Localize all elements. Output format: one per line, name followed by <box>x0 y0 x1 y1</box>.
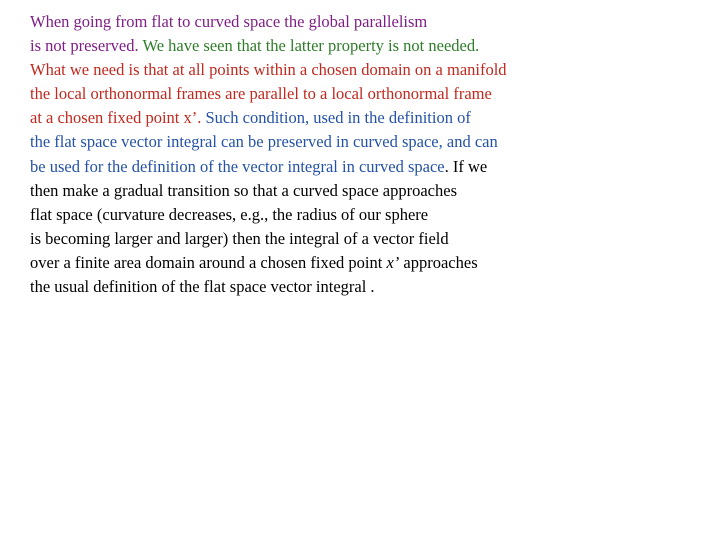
text-line <box>30 179 710 203</box>
text-line <box>30 275 710 299</box>
text-span: is not preserved. <box>30 36 143 56</box>
text-span: approaches <box>399 252 478 272</box>
text-span: Such condition, used in the definition of <box>205 108 471 128</box>
text-line <box>30 251 710 275</box>
text-span: flat space (curvature decreases, e.g., the radius of our sphere <box>30 204 429 224</box>
text-span: then make a gradual transition so that a curved space approaches <box>30 180 457 200</box>
text-line <box>30 82 710 106</box>
text-span: We have seen that the latter property is not needed. <box>142 36 480 56</box>
text-span: be used for the definition of the vector integral in curved space <box>30 156 445 176</box>
text-line <box>30 58 710 82</box>
text-line <box>30 34 710 58</box>
text-line <box>30 106 710 130</box>
text-span: When going from flat to curved space the global parallelism <box>30 12 428 31</box>
text-span: the flat space vector integral can be preserved in curved space, and can <box>30 132 498 152</box>
text-line <box>30 10 710 34</box>
text-span: . If we <box>444 156 488 176</box>
text-span: What we need is that at all points within a chosen domain on a manifold <box>30 60 507 80</box>
text-line <box>30 203 710 227</box>
text-line <box>30 227 710 251</box>
text-span: x’ <box>386 252 400 272</box>
body-text <box>30 10 710 299</box>
text-line <box>30 155 710 179</box>
text-span: the local orthonormal frames are parallel to a local orthonormal frame <box>30 84 492 104</box>
text-line <box>30 130 710 154</box>
text-span: is becoming larger and larger) then the integral of a vector field <box>30 228 449 248</box>
text-span: at a chosen fixed point x’. <box>30 108 206 128</box>
text-span: the usual definition of the flat space vector integral . <box>30 277 375 297</box>
text-span: over a finite area domain around a chosen fixed point <box>30 252 387 272</box>
